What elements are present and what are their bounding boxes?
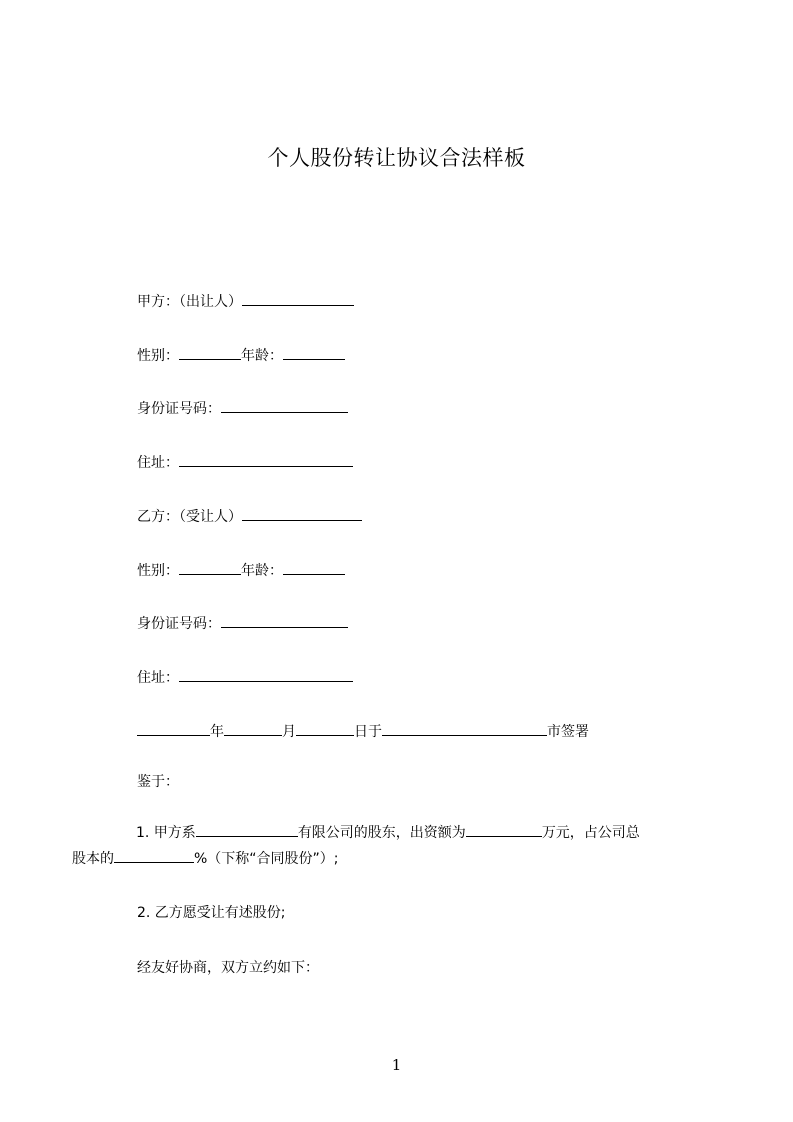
party-a-name-blank xyxy=(242,291,354,306)
clause-1-part2: 有限公司的股东，出资额为 xyxy=(297,825,466,841)
clause-1-company-blank xyxy=(196,822,298,837)
signing-city-blank xyxy=(382,721,547,736)
party-b-gender-age-line xyxy=(137,560,345,581)
document-title: 个人股份转让协议合法样板 xyxy=(267,146,526,170)
party-b-line xyxy=(137,506,362,527)
party-a-id-blank xyxy=(221,398,348,413)
signing-day-blank xyxy=(296,721,354,736)
party-a-id-line xyxy=(137,398,348,419)
party-b-gender-blank xyxy=(179,560,241,575)
party-b-id-line xyxy=(137,613,348,634)
clause-1-part5: %（下称“合同股份”）; xyxy=(194,851,339,867)
party-b-gender-label: 性别： xyxy=(137,563,179,579)
clause-1-part1: 1. 甲方系 xyxy=(136,825,196,841)
signing-day-at-label: 日于 xyxy=(354,724,382,740)
party-b-id-label: 身份证号码： xyxy=(137,616,221,632)
party-a-age-blank xyxy=(283,345,345,360)
party-b-age-label: 年龄： xyxy=(241,563,283,579)
party-b-label: 乙方：（受让人） xyxy=(137,509,242,525)
party-a-address-line xyxy=(137,452,353,473)
party-a-line xyxy=(137,291,354,312)
whereas-heading: 鉴于： xyxy=(137,774,179,790)
clause-2: 2. 乙方愿受让有述股份; xyxy=(137,905,286,921)
party-a-id-label: 身份证号码： xyxy=(137,401,221,417)
party-a-address-blank xyxy=(179,452,353,467)
party-a-age-label: 年龄： xyxy=(241,348,283,364)
page-number: 1 xyxy=(391,1056,402,1074)
party-a-label: 甲方：（出让人） xyxy=(137,294,242,310)
party-b-id-blank xyxy=(221,613,348,628)
party-b-address-label: 住址： xyxy=(137,670,179,686)
party-b-age-blank xyxy=(283,560,345,575)
clause-1-amount-blank xyxy=(466,822,542,837)
clause-1-part3: 万元，占公司总 xyxy=(541,825,640,841)
signing-line xyxy=(137,721,589,742)
party-a-gender-age-line xyxy=(137,345,345,366)
signing-year-label: 年 xyxy=(210,724,224,740)
clause-1-part4: 股本的 xyxy=(72,851,114,867)
party-b-address-line xyxy=(137,667,353,688)
party-a-gender-label: 性别： xyxy=(137,348,179,364)
clause-1 xyxy=(72,820,704,872)
signing-month-blank xyxy=(224,721,282,736)
clause-1-percent-blank xyxy=(114,848,194,863)
signing-city-label: 市签署 xyxy=(547,724,589,740)
party-b-name-blank xyxy=(242,506,362,521)
signing-month-label: 月 xyxy=(282,724,296,740)
signing-year-blank xyxy=(137,721,210,736)
party-a-address-label: 住址： xyxy=(137,455,179,471)
agreement-statement: 经友好协商，双方立约如下： xyxy=(137,960,319,976)
party-a-gender-blank xyxy=(179,345,241,360)
party-b-address-blank xyxy=(179,667,353,682)
